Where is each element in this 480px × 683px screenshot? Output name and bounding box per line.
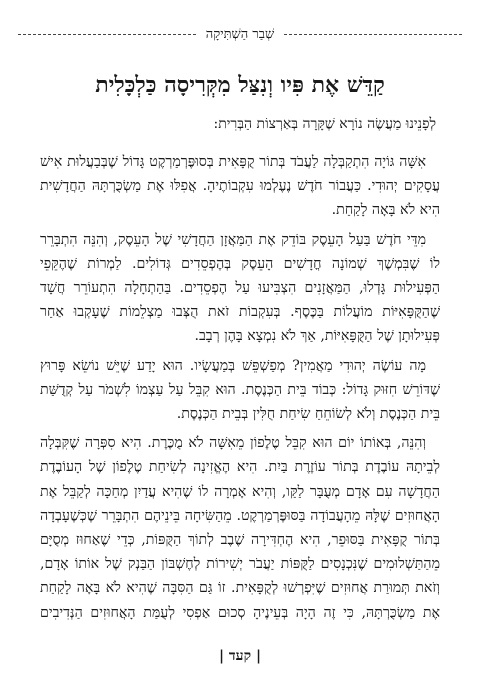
paragraph: מָה עוֹשֶׂה יְהוּדִי מַאֲמִין? מְפַשְׁפֵּשׁ בְּמַעֲשָׂיו. הוּא יָדַע שֶׁיֵּשׁ נוֹשֵׂא פָּרוּץ שֶׁדּוֹרֵשׁ חִזּוּק גָּדוֹל: כְּבוֹד בֵּית הַכְּנֶסֶת. הוּא קִבֵּל עַל עַצְמוֹ לִשְׁמֹר עַל קְדֻשַּׁת בֵּית הַכְּנֶסֶת וְלֹא לְשׂוֹחֵחַ שִׂיחַת חֻלִּין בְּבֵית הַכְּנֶסֶת.: [40, 357, 440, 423]
running-head-title: שְׁבַר הַשְׁתִּיקָה: [205, 27, 275, 42]
paragraph: מִדֵּי חֹדֶשׁ בַּעַל הָעֵסֶק בּוֹדֵק אֶת הַמַּאֲזָן הַחֲדָשִׁי שֶׁל הָעֵסֶק, וְהִנֵּה הִתְבָּרֵר לוֹ שֶׁבִּמְשֶׁךְ שְׁמוֹנָה חֳדָשִׁים הָעֵסֶק בְּהֶפְסֵדִים גְּדוֹלִים. לַמְרוֹת שֶׁהֶקֵּפֵי הַפְּעִילוּת גָּדְלוּ, הַמַּאֲזָנִים הִצְבִּיעוּ עַל הֶפְסֵדִים. בַּהַתְחָלָה הִתְעוֹרֵר חֲשָׁד שֶׁהַקֻּפָּאִיּוֹת מוֹעֲלוֹת בַּכֶּסֶף. בְּעִקְבוֹת זֹאת הֻצְּבוּ מַצְלֵמוֹת שֶׁעָקְבוּ אַחַר פְּעִילוּתָן שֶׁל הַקֻּפָּאִיּוֹת, אַךְ לֹא נִמְצָא בָּהֶן רְבָב.: [40, 231, 440, 345]
page-number: | קעד |: [218, 648, 262, 664]
left-dash-rule: [284, 34, 462, 35]
running-head: [18, 24, 462, 44]
chapter-subtitle: לְפָנֵינוּ מַעֲשֶׂה נוֹרָא שֶׁקָּרָה בְּאַרְצוֹת הַבְּרִית:: [213, 116, 436, 132]
body-text: [40, 150, 440, 620]
right-dash-rule: [18, 34, 196, 35]
paragraph: אִשָּׁה גּוֹיָה הִתְקַבְּלָה לַעֲבֹד בְּתוֹר קֻפָּאִית בְּסוּפֶּרְמַרְקֶט גָּדוֹל שֶׁבְּבַעֲלוּת אִישׁ עֲסָקִים יְהוּדִי. כַּעֲבוֹר חֹדֶשׁ נֶעֶלְמוּ עִקְבוֹתֶיהָ. אֲפִלּוּ אֶת מַשְׂכֻּרְתָּהּ הַחֲדָשִׁית הִיא לֹא בָּאָה לָקַחַת.: [40, 154, 440, 219]
chapter-title: קַדֵּשׁ אֶת פִּיו וְנִצַּל מִקְּרִיסָה כַּלְכָּלִית: [95, 72, 385, 98]
paragraph: וְהִנֵּה, בְּאוֹתוֹ יוֹם הוּא קִבֵּל טֶלֶפוֹן מֵאִשָּׁה לֹא מֻכֶּרֶת. הִיא סִפְּרָה שֶׁקִּבְּלָה לְבֵיתָהּ עוֹבֶדֶת בְּתוֹר עוֹזֶרֶת בַּיִת. הִיא הֶאֱזִינָה לְשִׂיחַת טֶלֶפוֹן שֶׁל הָעוֹבֶדֶת הַחֲדָשָׁה עִם אָדָם מְעֻבָּר לַקַּו, וְהִיא אָמְרָה לוֹ שֶׁהִיא עֲדַיִן מְחַכָּה לְקַבֵּל אֶת הָאֲחוּזִים שֶׁלָּהּ מֵהָעֲבוֹדָה בַּסּוּפֶּרְמַרְקֶט. מֵהַשִּׂיחָה בֵּינֵיהֶם הִתְבָּרֵר שֶׁכְּשֶׁעָבְדָה בְּתוֹר קֻפָּאִית בַּסּוּפֵר, הִיא הֶחְדִּירָה שֶׁבֶב לְתוֹךְ הַקֻּפּוֹת, כְּדֵי שֶׁאַחוּז מְסֻיָּם מֵהַתַּשְׁלוּמִים שֶׁנִּכְנָסִים לַקֻּפּוֹת יַעֲבֹר יְשִׁירוֹת לְחֶשְׁבּוֹן הַבַּנְק שֶׁל אוֹתוֹ אָדָם, וְזֹאת תְּמוּרַת אֲחוּזִים שֶׁיִּפְרְשׁוּ לְקֻפָּאִית. זוֹ גַּם הַסִּבָּה שֶׁהִיא לֹא בָּאָה לָקַחַת אֶת מַשְׂכֻּרְתָּהּ, כִּי זֶה הָיָה בְּעֵינֶיהָ סְכוּם אַפְסִי לְעֻמַּת הָאֲחוּזִים הַנְּדִיבִים: [40, 435, 440, 620]
